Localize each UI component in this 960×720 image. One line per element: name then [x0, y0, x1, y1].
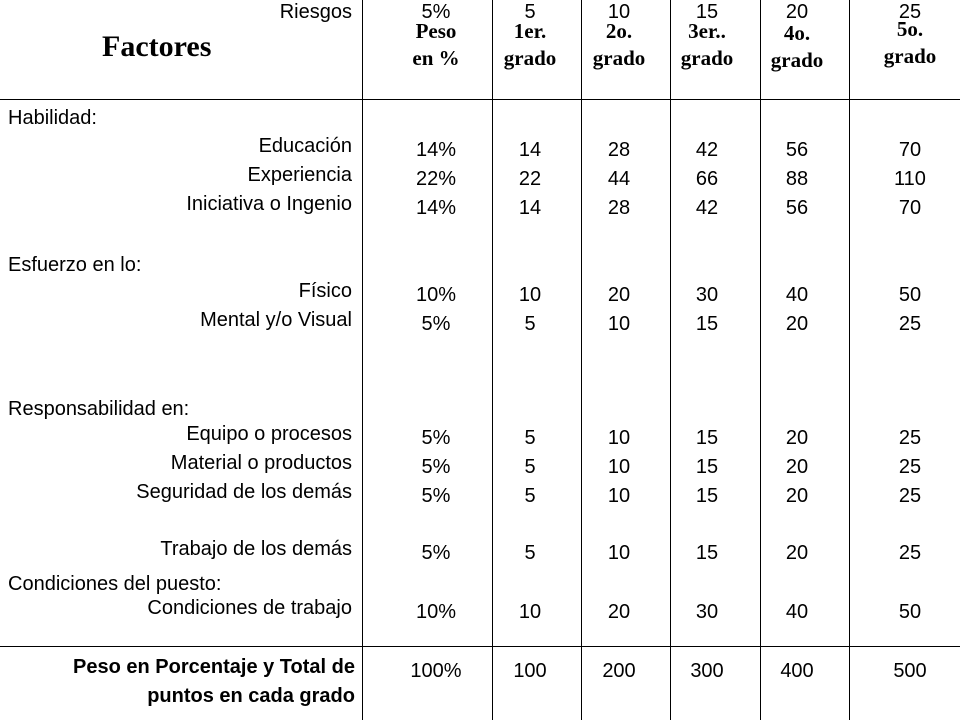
table-cell: 5%	[421, 456, 451, 478]
table-cell: 44	[607, 168, 631, 190]
table-cell: 40	[785, 284, 809, 306]
group-label: Esfuerzo en lo:	[8, 254, 142, 276]
group-label: Condiciones del puesto:	[8, 573, 222, 595]
table-cell: 10	[607, 313, 631, 335]
table-cell: 14%	[415, 139, 457, 161]
table-cell: 25	[898, 427, 922, 449]
table-cell: 15	[695, 542, 719, 564]
table-cell: 5%	[421, 542, 451, 564]
table-cell: 20	[607, 284, 631, 306]
table-cell: 15	[695, 456, 719, 478]
table-cell: 30	[695, 601, 719, 623]
table-cell: 5	[524, 542, 536, 564]
table-cell: 14	[518, 197, 542, 219]
table-cell: 5%	[421, 427, 451, 449]
table-cell: 20	[607, 601, 631, 623]
table-title: Factores	[102, 30, 212, 63]
factor-label: Condiciones de trabajo	[147, 597, 352, 619]
table-cell: 20	[785, 542, 809, 564]
table-cell: 10%	[415, 284, 457, 306]
table-cell: 20	[785, 485, 809, 507]
total-cell: 100%	[410, 660, 462, 682]
total-cell: 200	[602, 660, 636, 682]
table-cell: 10	[518, 284, 542, 306]
table-cell: 5%	[421, 1, 451, 23]
table-cell: 5	[524, 485, 536, 507]
table-cell: 10	[607, 1, 631, 23]
table-cell: 15	[695, 485, 719, 507]
table-cell: 10	[607, 427, 631, 449]
table-cell: 5%	[421, 313, 451, 335]
total-cell: 100	[513, 660, 547, 682]
table-cell: 56	[785, 139, 809, 161]
table-cell: 5	[524, 1, 536, 23]
total-cell: 500	[893, 660, 927, 682]
factor-label: Equipo o procesos	[186, 423, 352, 445]
table-cell: 20	[785, 427, 809, 449]
group-label: Responsabilidad en:	[8, 398, 190, 420]
column-header: 4o. grado	[770, 21, 824, 72]
table-cell: 10	[607, 542, 631, 564]
table-cell: 15	[695, 427, 719, 449]
header-divider	[0, 99, 960, 100]
factor-label: Experiencia	[247, 164, 352, 186]
column-header: 2o. grado	[592, 19, 646, 70]
table-cell: 42	[695, 139, 719, 161]
factor-label: Físico	[298, 280, 352, 302]
factor-label: Iniciativa o Ingenio	[186, 193, 352, 215]
table-cell: 5	[524, 427, 536, 449]
total-cell: 400	[780, 660, 814, 682]
total-divider	[0, 646, 960, 647]
table-cell: 10	[607, 456, 631, 478]
table-cell: 5	[524, 456, 536, 478]
column-header: Peso en %	[412, 19, 460, 70]
table-cell: 15	[695, 1, 719, 23]
column-header: 3er.. grado	[680, 19, 734, 70]
table-cell: 56	[785, 197, 809, 219]
factor-label: Riesgos	[279, 1, 352, 23]
table-cell: 22	[518, 168, 542, 190]
table-cell: 42	[695, 197, 719, 219]
table-cell: 70	[898, 139, 922, 161]
table-cell: 25	[898, 542, 922, 564]
table-cell: 10%	[415, 601, 457, 623]
column-divider	[362, 0, 363, 720]
table-cell: 110	[894, 168, 926, 190]
table-cell: 15	[695, 313, 719, 335]
table-cell: 66	[695, 168, 719, 190]
table-cell: 10	[607, 485, 631, 507]
table-cell: 50	[898, 601, 922, 623]
table-cell: 10	[518, 601, 542, 623]
factor-label: Educación	[258, 135, 352, 157]
group-label: Habilidad:	[8, 107, 97, 129]
table-cell: 14%	[415, 197, 457, 219]
table-cell: 5	[524, 313, 536, 335]
table-cell: 25	[898, 313, 922, 335]
table-cell: 20	[785, 1, 809, 23]
factor-label: Material o productos	[170, 452, 352, 474]
table-cell: 50	[898, 284, 922, 306]
factor-label: Seguridad de los demás	[136, 481, 352, 503]
table-cell: 40	[785, 601, 809, 623]
table-cell: 30	[695, 284, 719, 306]
column-header: 1er. grado	[503, 19, 557, 70]
total-label: Peso en Porcentaje y Total de puntos en cada grado	[73, 656, 355, 707]
table-cell: 22%	[415, 168, 457, 190]
table-cell: 88	[785, 168, 809, 190]
table-cell: 14	[518, 139, 542, 161]
table-cell: 20	[785, 456, 809, 478]
column-divider	[849, 0, 850, 720]
total-cell: 300	[690, 660, 724, 682]
table-cell: 20	[785, 313, 809, 335]
table-cell: 70	[898, 197, 922, 219]
column-header: 5o. grado	[883, 17, 937, 68]
table-cell: 25	[898, 485, 922, 507]
table-cell: 25	[898, 1, 922, 23]
table-cell: 28	[607, 197, 631, 219]
table-cell: 28	[607, 139, 631, 161]
table-cell: 25	[898, 456, 922, 478]
factor-label: Trabajo de los demás	[160, 538, 352, 560]
table-cell: 5%	[421, 485, 451, 507]
factor-label: Mental y/o Visual	[200, 309, 352, 331]
